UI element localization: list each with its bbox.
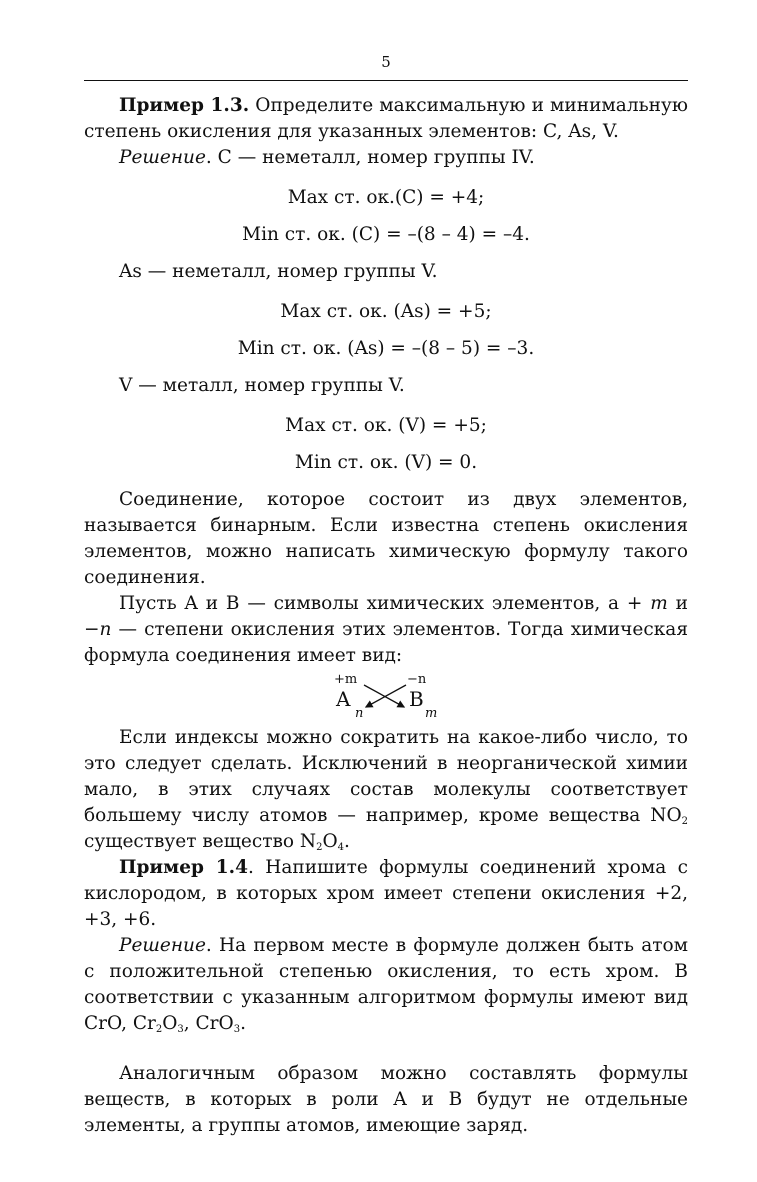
solution-label: Решение <box>119 935 206 956</box>
as-line: As — неметалл, номер группы V. <box>119 261 438 282</box>
equation-v-max: Max ст. ок. (V) = +5; <box>285 415 487 436</box>
b-index: m <box>425 706 438 721</box>
element-a: A <box>336 687 351 711</box>
equation-as-min: Min ст. ок. (As) = –(8 – 5) = –3. <box>237 338 535 359</box>
example-1-4-task: Пример 1.4. Напишите формулы соединений хрома с кислородом, в которых хром имеет степени окисления +2, +3, +6. <box>84 857 688 930</box>
example-label: Пример 1.3. <box>119 95 250 116</box>
equation-c-max: Max ст. ок.(C) = +4; <box>287 187 485 208</box>
v-line: V — металл, номер группы V. <box>119 375 405 396</box>
b-charge: −n <box>407 672 427 687</box>
page-number: 5 <box>381 53 391 71</box>
equation-c-min: Min ст. ок. (C) = –(8 – 4) = –4. <box>242 224 530 245</box>
equation-as-max: Max ст. ок. (As) = +5; <box>280 301 492 322</box>
let-paragraph: Пусть A и B — символы химических элементов, a + m и −n — степени окисления этих элементов. Тогда химическая формула соединения имеет вид: <box>84 593 688 666</box>
binary-compound-paragraph: Соединение, которое состоит из двух элементов, называется бинарным. Если известна степень окисления элементов, можно написать химическую формулу такого соединения. <box>84 489 688 588</box>
example-1-3-solution: Решение. C — неметалл, номер группы IV. <box>119 147 535 168</box>
final-paragraph: Аналогичным образом можно составлять формулы веществ, в которых в роли A и B будут не отдельные элементы, а группы атомов, имеющие заряд. <box>84 1063 688 1136</box>
header-rule <box>84 80 688 81</box>
example-1-3-task: Пример 1.3. Определите максимальную и минимальную степень окисления для указанных элементов: C, As, V. <box>84 95 688 142</box>
a-charge: +m <box>334 672 358 687</box>
equation-v-min: Min ст. ок. (V) = 0. <box>294 452 478 473</box>
spacer <box>84 1037 688 1061</box>
page <box>84 52 688 1139</box>
general-formula <box>84 673 688 725</box>
a-index: n <box>355 706 364 721</box>
example-1-4-solution: Решение. На первом месте в формуле должен быть атом с положительной степенью окисления, то есть хром. В соответствии с указанным алгоритмом формулы имеют вид CrO, $Cr_2O_3$, CrO$_3$. <box>84 935 688 1035</box>
crossover-arrows-icon <box>360 679 410 713</box>
indices-paragraph: Если индексы можно сократить на какое-либо число, то это следует сделать. Исключений в неорганической химии мало, в этих случаях состав молекулы соответствует большему числу атомов — например, кроме вещества $NO_2$ существует вещество $N_2O_4$. <box>84 727 688 853</box>
example-label: Пример 1.4 <box>119 857 248 878</box>
crossover-formula <box>332 673 442 725</box>
solution-label: Решение <box>119 147 206 168</box>
element-b: B <box>409 687 424 711</box>
